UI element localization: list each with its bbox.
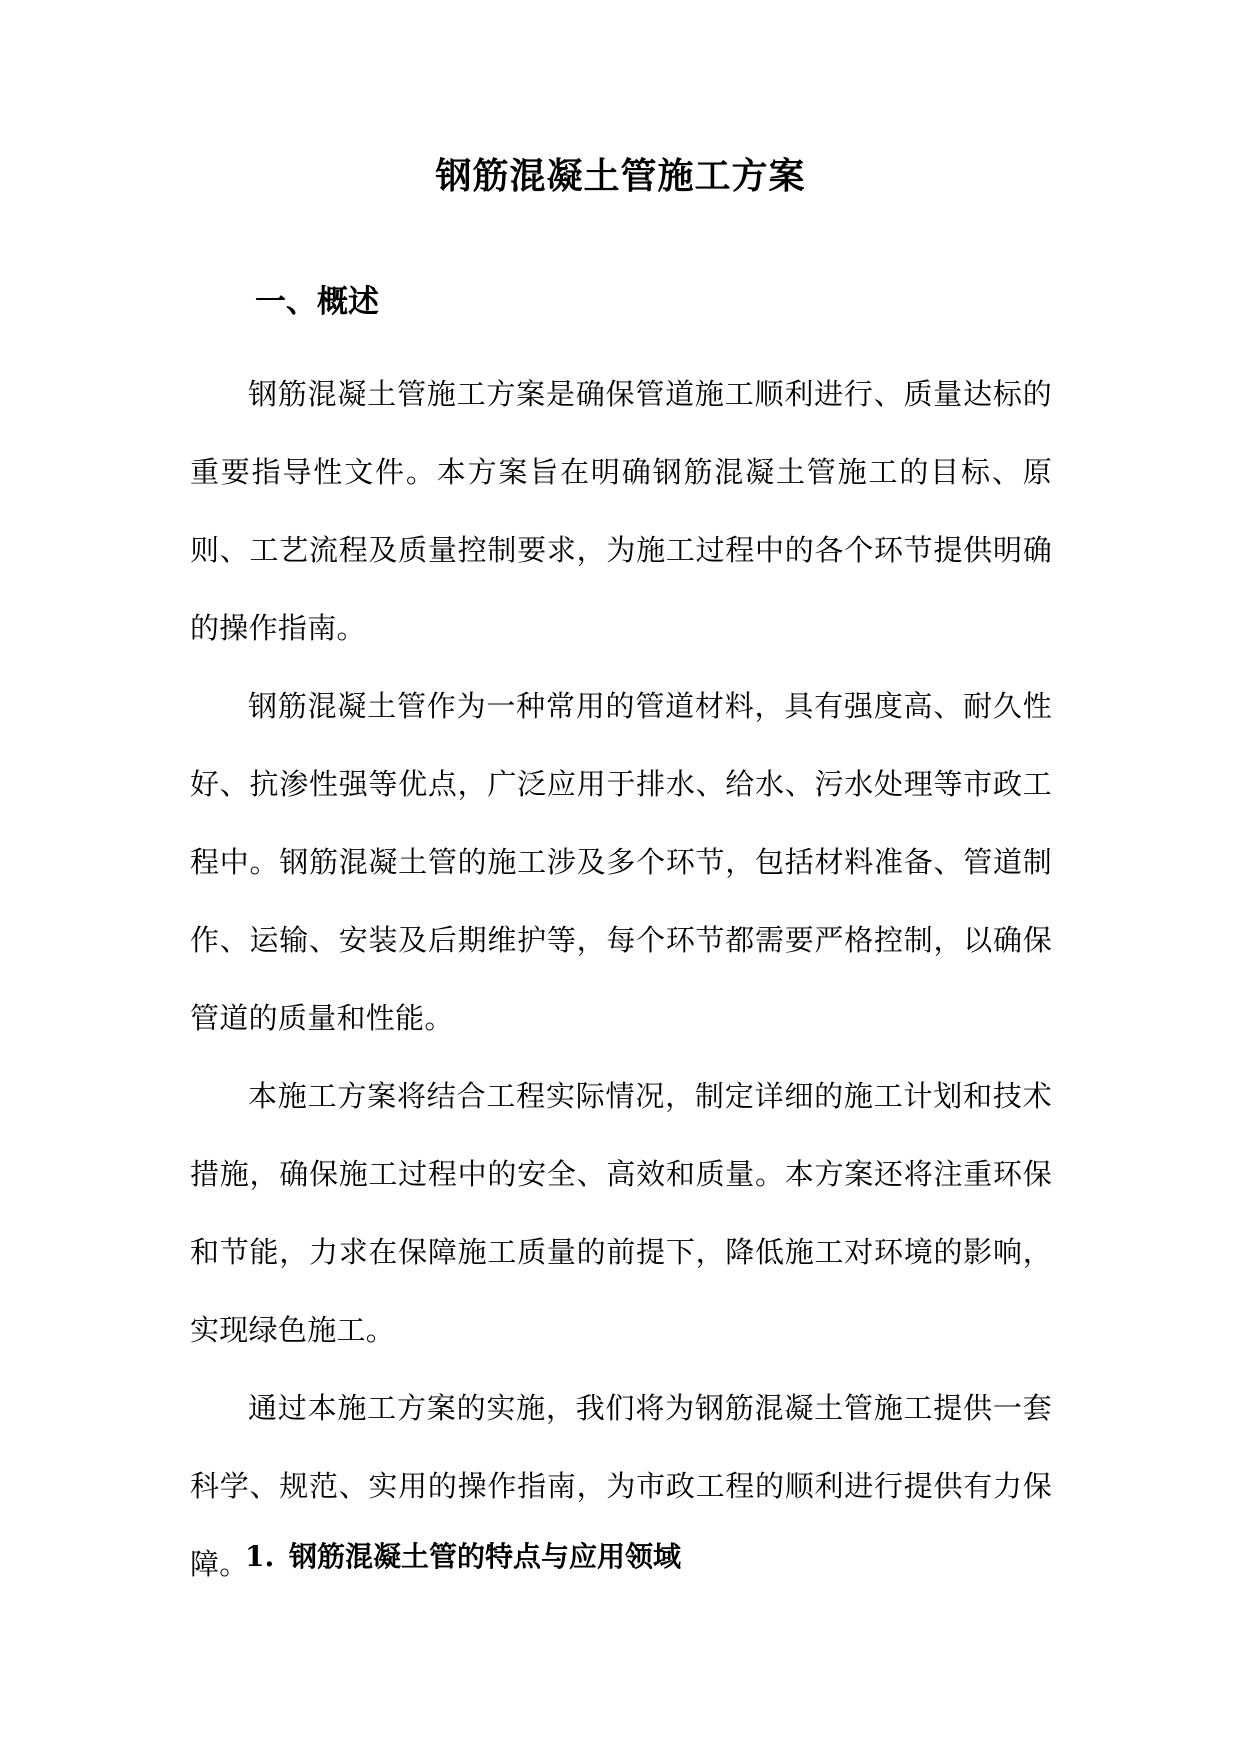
paragraph-3: 本施工方案将结合工程实际情况，制定详细的施工计划和技术措施，确保施工过程中的安全、高效和质量。本方案还将注重环保和节能，力求在保障施工质量的前提下，降低施工对环境的影响，实现绿色施工。 <box>190 1079 1052 1347</box>
paragraph-4: 通过本施工方案的实施，我们将为钢筋混凝土管施工提供一套科学、规范、实用的操作指南，为市政工程的顺利进行提供有力保障。 <box>190 1391 1052 1581</box>
subsection-number: 1. <box>245 1540 275 1573</box>
paragraph-2: 钢筋混凝土管作为一种常用的管道材料，具有强度高、耐久性好、抗渗性强等优点，广泛应用于排水、给水、污水处理等市政工程中。钢筋混凝土管的施工涉及多个环节，包括材料准备、管道制作、运输、安装及后期维护等，每个环节都需要严格控制，以确保管道的质量和性能。 <box>190 689 1052 1035</box>
document-title: 钢筋混凝土管施工方案 <box>435 155 806 197</box>
overview-body <box>190 355 1052 1603</box>
paragraph-1: 钢筋混凝土管施工方案是确保管道施工顺利进行、质量达标的重要指导性文件。本方案旨在明确钢筋混凝土管施工的目标、原则、工艺流程及质量控制要求，为施工过程中的各个环节提供明确的操作指南。 <box>190 377 1052 645</box>
section-heading-overview: 一、概述 <box>255 284 379 320</box>
subsection-title: 钢筋混凝土管的特点与应用领域 <box>289 1540 682 1573</box>
subsection-heading <box>245 1535 681 1579</box>
